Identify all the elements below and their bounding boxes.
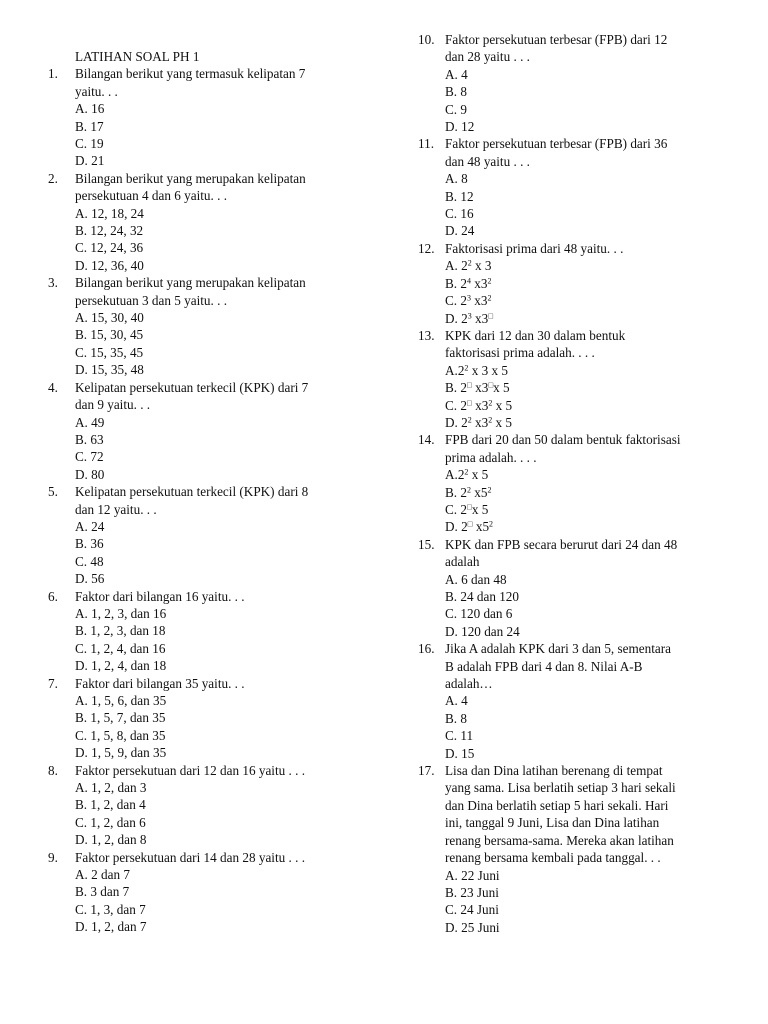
answer-option: C. 1, 3, dan 7: [75, 901, 146, 917]
answer-option: C. 24 Juni: [445, 902, 499, 918]
question-number: 12.: [418, 240, 435, 256]
worksheet-title: LATIHAN SOAL PH 1: [75, 49, 200, 64]
question-item: [418, 431, 728, 535]
question-number: 3.: [48, 275, 58, 291]
answer-option: D. 24: [445, 223, 475, 239]
question-item: [418, 31, 728, 135]
answer-option: B. 1, 2, 3, dan 18: [75, 623, 166, 639]
answer-option: A. 1, 2, dan 3: [75, 780, 147, 796]
question-text-line: prima adalah. . . .: [445, 449, 537, 465]
question-number: 6.: [48, 588, 58, 604]
answer-option: D. 1, 2, 4, dan 18: [75, 658, 167, 674]
question-text-line: renang bersama-sama. Mereka akan latihan: [445, 832, 674, 848]
answer-option: D. 80: [75, 466, 105, 482]
answer-option: C. 19: [75, 136, 104, 152]
question-text-line: Kelipatan persekutuan terkecil (KPK) dari 7: [75, 379, 309, 395]
answer-option: D. 1, 2, dan 8: [75, 832, 147, 848]
answer-option: B. 17: [75, 118, 104, 134]
answer-option: C. 48: [75, 553, 104, 569]
answer-option: D. 120 dan 24: [445, 623, 520, 639]
answer-option: A. 2 dan 7: [75, 867, 130, 883]
question-text-line: dan 48 yaitu . . .: [445, 153, 530, 169]
answer-option: A. 12, 18, 24: [75, 205, 144, 221]
left-column: [48, 48, 358, 936]
answer-option: B. 15, 30, 45: [75, 327, 144, 343]
question-text-line: dan 12 yaitu. . .: [75, 501, 157, 517]
question-item: [48, 588, 358, 675]
question-text-line: KPK dan FPB secara berurut dari 24 dan 48: [445, 536, 678, 552]
question-text-line: Bilangan berikut yang merupakan kelipatan: [75, 275, 306, 291]
answer-option: $A.2^2$ x 3 x 5: [445, 362, 508, 378]
question-number: 7.: [48, 675, 58, 691]
question-number: 13.: [418, 327, 435, 343]
question-text-line: yaitu. . .: [75, 83, 118, 99]
answer-option: B. 12: [445, 188, 474, 204]
answer-option: B. 3 dan 7: [75, 884, 130, 900]
question-text-line: Faktor persekutuan dari 14 dan 28 yaitu . . .: [75, 849, 305, 865]
answer-option: B. 24 dan 120: [445, 589, 519, 604]
question-number: 2.: [48, 170, 58, 186]
question-text-line: Kelipatan persekutuan terkecil (KPK) dari 8: [75, 484, 309, 500]
question-item: [418, 327, 728, 431]
answer-option: C. 1, 2, dan 6: [75, 814, 146, 830]
answer-option: C. 11: [445, 728, 474, 744]
answer-option: C. 2□x 5: [445, 501, 489, 517]
answer-option: B. 23 Juni: [445, 884, 499, 900]
question-text-line: adalah…: [445, 676, 493, 692]
question-text-line: persekutuan 3 dan 5 yaitu. . .: [75, 292, 227, 308]
question-number: 10.: [418, 32, 435, 47]
answer-option: A. $2^2$ x 3: [445, 258, 492, 274]
answer-option: D. 15: [445, 745, 475, 761]
question-text-line: Faktorisasi prima dari 48 yaitu. . .: [445, 240, 624, 256]
answer-option: C. 12, 24, 36: [75, 240, 144, 256]
answer-option: D. $2^3$ x3□: [445, 310, 494, 326]
question-number: 15.: [418, 536, 435, 552]
question-text-line: FPB dari 20 dan 50 dalam bentuk faktorisasi: [445, 432, 681, 448]
question-text-line: persekutuan 4 dan 6 yaitu. . .: [75, 188, 227, 204]
answer-option: B. $2^2$ $x5^2$: [445, 484, 492, 500]
question-number: 16.: [418, 641, 435, 657]
question-text-line: Faktor persekutuan dari 12 dan 16 yaitu . . .: [75, 762, 305, 778]
answer-option: A. 24: [75, 518, 105, 534]
answer-option: A. 1, 5, 6, dan 35: [75, 693, 167, 709]
question-item: [48, 849, 358, 936]
question-number: 11.: [418, 136, 434, 152]
answer-option: A. 49: [75, 414, 105, 430]
answer-option: D. 12, 36, 40: [75, 257, 144, 273]
answer-option: C. 16: [445, 206, 474, 222]
answer-option: A. 8: [445, 171, 468, 187]
answer-option: D. 21: [75, 153, 105, 169]
question-item: [418, 240, 728, 327]
question-text-line: dan 28 yaitu . . .: [445, 49, 530, 65]
question-number: 1.: [48, 66, 58, 82]
question-list-right: [418, 31, 728, 936]
question-text-line: adalah: [445, 554, 480, 570]
answer-option: C. 2□ $x3^2$ x 5: [445, 397, 513, 413]
question-number: 17.: [418, 763, 435, 779]
question-item: [48, 483, 358, 587]
answer-option: C. $2^3$ $x3^2$: [445, 293, 492, 309]
question-item: [48, 65, 358, 169]
question-number: 4.: [48, 379, 58, 395]
question-item: [418, 135, 728, 239]
question-item: [418, 762, 728, 936]
question-text-line: Bilangan berikut yang merupakan kelipatan: [75, 170, 306, 186]
answer-option: A. 6 dan 48: [445, 571, 507, 587]
answer-option: C. 15, 35, 45: [75, 344, 144, 360]
answer-option: C. 120 dan 6: [445, 606, 513, 622]
answer-option: D. 1, 2, dan 7: [75, 919, 147, 935]
answer-option: $A.2^2$ x 5: [445, 467, 489, 483]
answer-option: D. 56: [75, 571, 105, 587]
question-item: [418, 640, 728, 762]
question-text-line: Bilangan berikut yang termasuk kelipatan 7: [75, 66, 306, 82]
question-item: [48, 675, 358, 762]
question-text-line: dan 9 yaitu. . .: [75, 397, 151, 413]
question-text-line: faktorisasi prima adalah. . . .: [445, 345, 595, 361]
right-column: [418, 31, 728, 936]
question-item: [48, 762, 358, 849]
answer-option: D. 1, 5, 9, dan 35: [75, 745, 167, 761]
question-text-line: Faktor dari bilangan 16 yaitu. . .: [75, 588, 245, 604]
answer-option: B. 63: [75, 431, 104, 447]
question-text-line: B adalah FPB dari 4 dan 8. Nilai A-B: [445, 658, 643, 674]
answer-option: B. 8: [445, 710, 467, 726]
answer-option: B. $2^4$ $x3^2$: [445, 275, 492, 291]
question-item: [48, 379, 358, 483]
question-number: 9.: [48, 849, 58, 865]
question-list-left: [48, 65, 358, 935]
answer-option: A. 4: [445, 66, 468, 82]
question-text-line: Faktor persekutuan terbesar (FPB) dari 36: [445, 136, 668, 152]
question-item: [48, 170, 358, 274]
answer-option: D. 25 Juni: [445, 919, 500, 935]
question-text-line: Faktor dari bilangan 35 yaitu. . .: [75, 675, 245, 691]
answer-option: A. 22 Juni: [445, 867, 500, 883]
question-text-line: KPK dari 12 dan 30 dalam bentuk: [445, 327, 626, 343]
question-text-line: Lisa dan Dina latihan berenang di tempat: [445, 763, 663, 779]
answer-option: B. 8: [445, 84, 467, 100]
question-item: [48, 274, 358, 378]
question-item: [418, 536, 728, 640]
answer-option: A. 16: [75, 101, 105, 117]
question-text-line: ini, tanggal 9 Juni, Lisa dan Dina latihan: [445, 815, 660, 831]
answer-option: D. 15, 35, 48: [75, 362, 144, 378]
question-text-line: dan Dina berlatih setiap 5 hari sekali. Hari: [445, 797, 669, 813]
answer-option: B. 1, 2, dan 4: [75, 797, 146, 813]
answer-option: C. 9: [445, 101, 467, 117]
answer-option: C. 1, 5, 8, dan 35: [75, 727, 166, 743]
answer-option: B. 12, 24, 32: [75, 223, 144, 239]
question-text-line: Faktor persekutuan terbesar (FPB) dari 12: [445, 32, 668, 47]
question-text-line: Jika A adalah KPK dari 3 dan 5, sementara: [445, 641, 671, 657]
answer-option: A. 4: [445, 693, 468, 709]
answer-option: D. 2□ $x5^2$: [445, 519, 494, 535]
question-text-line: yang sama. Lisa berlatih setiap 3 hari sekali: [445, 780, 676, 796]
answer-option: C. 1, 2, 4, dan 16: [75, 640, 166, 656]
answer-option: B. 36: [75, 536, 104, 552]
answer-option: A. 1, 2, 3, dan 16: [75, 605, 167, 621]
answer-option: B. 2□ x3□x 5: [445, 380, 510, 396]
question-number: 5.: [48, 484, 58, 500]
answer-option: D. $2^2$ $x3^2$ x 5: [445, 414, 512, 430]
question-text-line: renang bersama kembali pada tanggal. . .: [445, 850, 661, 866]
question-number: 14.: [418, 432, 435, 448]
answer-option: D. 12: [445, 119, 475, 135]
answer-option: B. 1, 5, 7, dan 35: [75, 710, 166, 726]
question-number: 8.: [48, 762, 58, 778]
answer-option: C. 72: [75, 449, 104, 465]
answer-option: A. 15, 30, 40: [75, 310, 144, 326]
